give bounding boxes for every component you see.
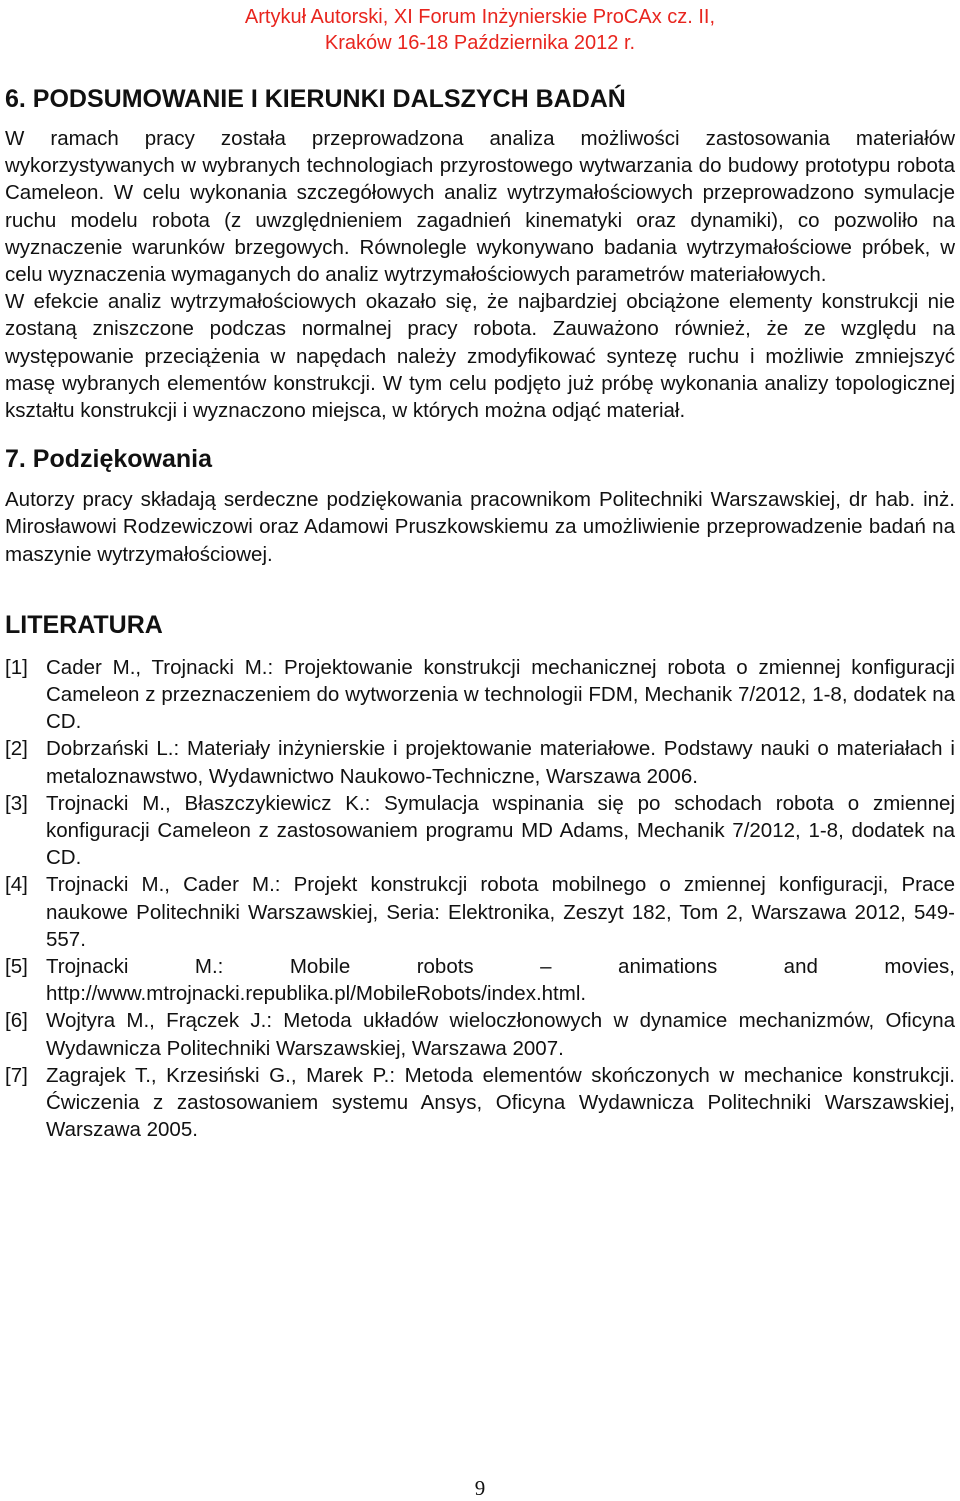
header-line-1: Artykuł Autorski, XI Forum Inżynierskie ProCAx cz. II, bbox=[244, 6, 716, 28]
section-6-paragraph-1: W ramach pracy została przeprowadzona analiza możliwości zastosowania materiałów wykorzystywanych w wybranych technologiach przyrostowego wytwarzania do budowy prototypu robota Cameleon. W celu wykonania szczegółowych analiz wytrzymałościowych przeprowadzono symulacje ruchu modelu robota (z uwzględnieniem zagadnień kinematyki oraz dynamiki), co pozwoliło na wyznaczenie warunków brzegowych. Równolegle wykonywano badania wytrzymałościowe próbek, w celu wyznaczenia wymaganych do analiz wytrzymałościowych parametrów materiałowych. bbox=[5, 127, 955, 287]
running-header bbox=[0, 4, 960, 56]
reference-number: [5] bbox=[5, 955, 28, 979]
reference-text: Dobrzański L.: Materiały inżynierskie i projektowanie materiałowe. Podstawy nauki o materiałach i metaloznawstwo, Wydawnictwo Naukowo-Techniczne, Warszawa 2006. bbox=[46, 737, 955, 788]
reference-number: [7] bbox=[5, 1063, 28, 1087]
reference-text: Zagrajek T., Krzesiński G., Marek P.: Metoda elementów skończonych w mechanice konstrukcji. Ćwiczenia z zastosowaniem systemu Ansys, Oficyna Wydawnicza Politechniki Warszawskiej, Warszawa 2005. bbox=[46, 1063, 955, 1142]
reference-number: [3] bbox=[5, 791, 28, 815]
reference-text: Trojnacki M., Cader M.: Projekt konstrukcji robota mobilnego o zmiennej konfiguracji, Prace naukowe Politechniki Warszawskiej, Seria: Elektronika, Zeszyt 182, Tom 2, Warszawa 2012, 549-557. bbox=[46, 873, 955, 951]
section-6-heading: 6. PODSUMOWANIE I KIERUNKI DALSZYCH BADAŃ bbox=[5, 85, 626, 113]
reference-item bbox=[5, 1062, 955, 1144]
reference-text: Wojtyra M., Frączek J.: Metoda układów wieloczłonowych w dynamice mechanizmów, Oficyna Wydawnicza Politechniki Warszawskiej, Warszawa 2007. bbox=[46, 1009, 955, 1060]
reference-item bbox=[5, 871, 955, 953]
section-7-heading: 7. Podziękowania bbox=[5, 445, 213, 474]
literature-heading: LITERATURA bbox=[5, 610, 163, 639]
reference-item bbox=[5, 735, 955, 789]
reference-item bbox=[5, 654, 955, 736]
reference-text: Trojnacki M., Błaszczykiewicz K.: Symulacja wspinania się po schodach robota o zmiennej konfiguracji Cameleon z zastosowaniem programu MD Adams, Mechanik 7/2012, 1-8, dodatek na CD. bbox=[46, 791, 955, 870]
reference-number: [6] bbox=[5, 1009, 28, 1033]
document-body bbox=[5, 84, 955, 1144]
reference-item bbox=[5, 953, 955, 1007]
reference-number: [2] bbox=[5, 737, 28, 761]
section-7-paragraph: Autorzy pracy składają serdeczne podziękowania pracownikom Politechniki Warszawskiej, dr hab. inż. Mirosławowi Rodzewiczowi oraz Adamowi Pruszkowskiemu za umożliwienie przeprowadzenie badań na maszynie wytrzymałościowej. bbox=[5, 488, 955, 566]
header-line-2: Kraków 16-18 Października 2012 r. bbox=[324, 32, 636, 54]
reference-item bbox=[5, 1007, 955, 1061]
section-6-paragraph-2: W efekcie analiz wytrzymałościowych okazało się, że najbardziej obciążone elementy konstrukcji nie zostaną zniszczone podczas normalnej pracy robota. Zauważono również, że ze względu na występowanie przeciążenia w napędach należy zmodyfikować syntezę ruchu i możliwie zmniejszyć masę wybranych elementów konstrukcji. W tym celu podjęto już próbę wykonania analizy topologicznej kształtu konstrukcji i wyznaczono miejsca, w których można odjąć materiał. bbox=[5, 290, 955, 423]
reference-number: [4] bbox=[5, 873, 28, 897]
reference-number: [1] bbox=[5, 655, 28, 679]
page-number: 9 bbox=[474, 1476, 486, 1500]
reference-text: Trojnacki M.: Mobile robots – animations and movies, http://www.mtrojnacki.republika.pl/MobileRobots/index.html. bbox=[46, 955, 955, 1006]
reference-text: Cader M., Trojnacki M.: Projektowanie konstrukcji mechanicznej robota o zmiennej konfiguracji Cameleon z przeznaczeniem do wytworzenia w technologii FDM, Mechanik 7/2012, 1-8, dodatek na CD. bbox=[46, 655, 955, 734]
reference-list bbox=[5, 654, 955, 1144]
reference-item bbox=[5, 790, 955, 872]
